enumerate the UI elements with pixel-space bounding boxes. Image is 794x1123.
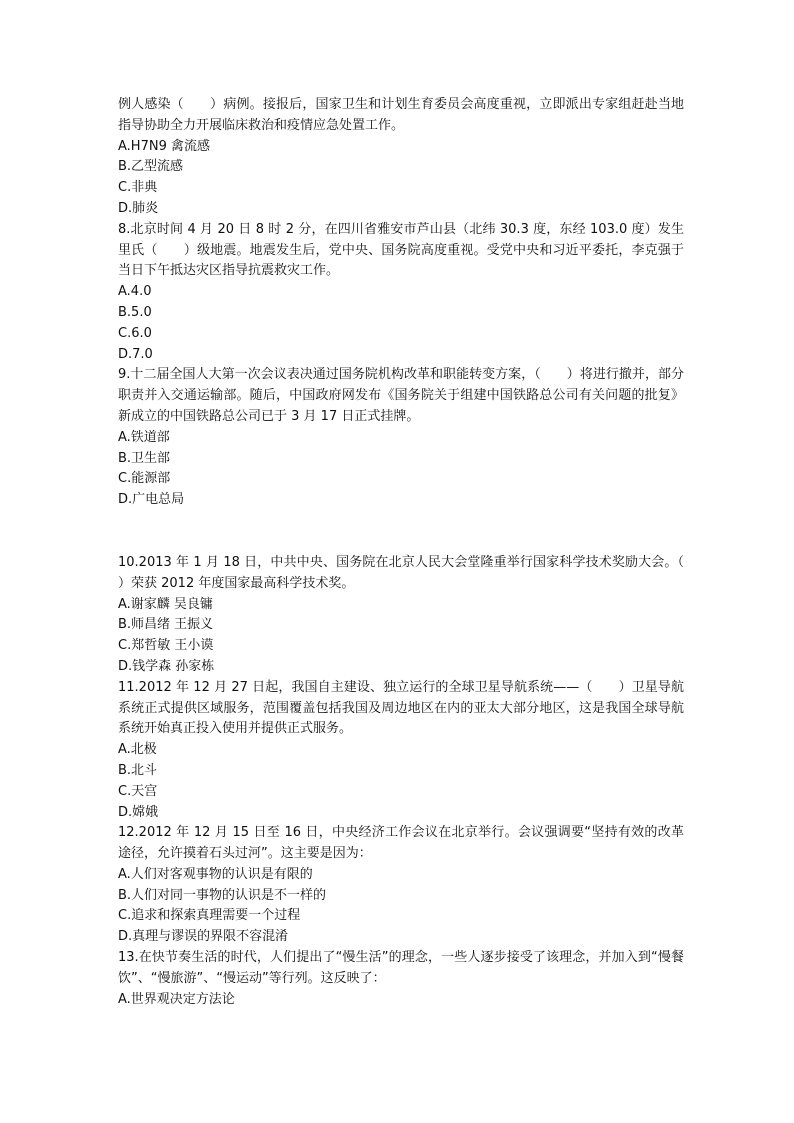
document-page (118, 95, 711, 1010)
answer-option: D.钱学森 孙家栋 (118, 658, 215, 674)
answer-option: C.非典 (118, 180, 158, 196)
question-text: 11.2012 年 12 月 27 日起，我国自主建设、独立运行的全球卫星导航系统——（ ）卫星导航系统正式提供区域服务，范围覆盖包括我国及周边地区在内的亚太大部分地区，这是我国全球导航系统开始真正投入使用并提供正式服务。 (118, 679, 684, 737)
answer-option: C.郑哲敏 王小谟 (118, 638, 214, 654)
answer-option: B.人们对同一事物的认识是不一样的 (118, 887, 327, 903)
answer-option: B.北斗 (118, 762, 158, 778)
answer-option: B.卫生部 (118, 450, 171, 466)
answer-option: D.嫦娥 (118, 804, 159, 820)
question-text: 9.十二届全国人大第一次会议表决通过国务院机构改革和职能转变方案，（ ）将进行撤并，部分职责并入交通运输部。随后，中国政府网发布《国务院关于组建中国铁路总公司有关问题的批复》新成立的中国铁路总公司已于 3 月 17 日正式挂牌。 (118, 367, 684, 424)
answer-option: B.5.0 (118, 304, 152, 320)
answer-option: B.乙型流感 (118, 159, 184, 175)
answer-option: B.师昌绪 王振义 (118, 617, 214, 633)
answer-option: A.谢家麟 吴良镛 (118, 596, 213, 612)
answer-option: C.天宫 (118, 783, 158, 799)
question-text: 12.2012 年 12 月 15 日至 16 日，中央经济工作会议在北京举行。会议强调要“坚持有效的改革途径，允许摸着石头过河”。这主要是因为： (118, 825, 684, 862)
question-text: 例人感染（ ）病例。接报后，国家卫生和计划生育委员会高度重视，立即派出专家组赶赴当地指导协助全力开展临床救治和疫情应急处置工作。 (118, 97, 684, 133)
answer-option: D.真理与谬误的界限不容混淆 (118, 929, 289, 945)
answer-option: C.追求和探索真理需要一个过程 (118, 908, 301, 924)
question-text: 13.在快节奏生活的时代，人们提出了“慢生活”的理念，一些人逐步接受了该理念，并加入到“慢餐饮”、“慢旅游”、“慢运动”等行列。这反映了： (118, 950, 684, 986)
question-text: 8.北京时间 4 月 20 日 8 时 2 分，在四川省雅安市芦山县（北纬 30.3 度，东经 103.0 度）发生里氏（ ）级地震。地震发生后，党中央、国务院高度重视。受党中央和习近平委托，李克强于当日下午抵达灾区指导抗震救灾工作。 (118, 221, 684, 279)
answer-option: D.肺炎 (118, 200, 159, 216)
answer-option: C.能源部 (118, 471, 171, 487)
answer-option: A.H7N9 禽流感 (118, 138, 210, 154)
blank-gap (118, 511, 684, 553)
answer-option: A.铁道部 (118, 429, 170, 445)
answer-option: A.北极 (118, 742, 157, 758)
answer-option: D.7.0 (118, 346, 153, 362)
answer-option: A.4.0 (118, 284, 152, 300)
answer-option: A.世界观决定方法论 (118, 991, 235, 1007)
answer-option: A.人们对客观事物的认识是有限的 (118, 866, 313, 882)
answer-option: D.广电总局 (118, 492, 185, 508)
question-text: 10.2013 年 1 月 18 日，中共中央、国务院在北京人民大会堂隆重举行国家科学技术奖励大会。（ ）荣获 2012 年度国家最高科学技术奖。 (118, 554, 711, 591)
answer-option: C.6.0 (118, 325, 152, 341)
